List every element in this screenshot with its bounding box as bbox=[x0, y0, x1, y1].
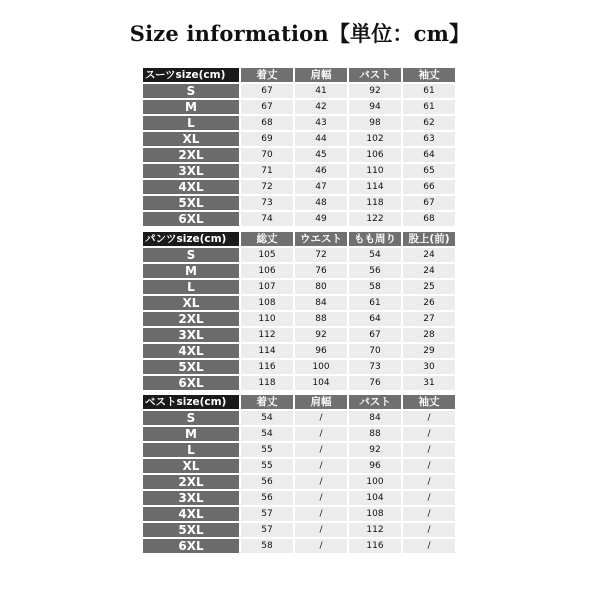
measurement-cell: / bbox=[295, 491, 347, 505]
column-header: 着丈 bbox=[241, 395, 293, 409]
measurement-cell: 114 bbox=[241, 344, 293, 358]
size-label: 4XL bbox=[143, 180, 239, 194]
measurement-cell: 73 bbox=[241, 196, 293, 210]
measurement-cell: 48 bbox=[295, 196, 347, 210]
measurement-cell: 68 bbox=[403, 212, 455, 226]
measurement-cell: 63 bbox=[403, 132, 455, 146]
column-header: 袖丈 bbox=[403, 68, 455, 82]
size-label: 6XL bbox=[143, 539, 239, 553]
measurement-cell: 116 bbox=[349, 539, 401, 553]
size-label: 3XL bbox=[143, 328, 239, 342]
measurement-cell: 64 bbox=[403, 148, 455, 162]
table-row bbox=[143, 296, 455, 310]
table-row bbox=[143, 344, 455, 358]
measurement-cell: 104 bbox=[295, 376, 347, 390]
table-header-row bbox=[143, 68, 455, 82]
measurement-cell: / bbox=[403, 507, 455, 521]
measurement-cell: 112 bbox=[349, 523, 401, 537]
measurement-cell: 67 bbox=[241, 84, 293, 98]
measurement-cell: 114 bbox=[349, 180, 401, 194]
measurement-cell: / bbox=[295, 523, 347, 537]
measurement-cell: 118 bbox=[349, 196, 401, 210]
measurement-cell: 26 bbox=[403, 296, 455, 310]
measurement-cell: 88 bbox=[349, 427, 401, 441]
measurement-cell: 100 bbox=[295, 360, 347, 374]
measurement-cell: 28 bbox=[403, 328, 455, 342]
column-header: 肩幅 bbox=[295, 395, 347, 409]
measurement-cell: 55 bbox=[241, 443, 293, 457]
measurement-cell: / bbox=[403, 539, 455, 553]
table-row bbox=[143, 100, 455, 114]
table-label: パンツsize(cm) bbox=[143, 232, 239, 246]
measurement-cell: 43 bbox=[295, 116, 347, 130]
measurement-cell: 61 bbox=[349, 296, 401, 310]
measurement-cell: 100 bbox=[349, 475, 401, 489]
measurement-cell: 64 bbox=[349, 312, 401, 326]
size-label: 3XL bbox=[143, 491, 239, 505]
measurement-cell: 70 bbox=[349, 344, 401, 358]
size-label: M bbox=[143, 264, 239, 278]
measurement-cell: 46 bbox=[295, 164, 347, 178]
size-label: L bbox=[143, 443, 239, 457]
table-row bbox=[143, 523, 455, 537]
measurement-cell: 102 bbox=[349, 132, 401, 146]
column-header: 総丈 bbox=[241, 232, 293, 246]
size-label: L bbox=[143, 280, 239, 294]
measurement-cell: / bbox=[403, 491, 455, 505]
measurement-cell: / bbox=[295, 459, 347, 473]
table-row bbox=[143, 164, 455, 178]
measurement-cell: 106 bbox=[349, 148, 401, 162]
measurement-cell: 74 bbox=[241, 212, 293, 226]
table-row bbox=[143, 507, 455, 521]
table-row bbox=[143, 180, 455, 194]
size-label: XL bbox=[143, 459, 239, 473]
table-label: スーツsize(cm) bbox=[143, 68, 239, 82]
measurement-cell: 24 bbox=[403, 248, 455, 262]
suit-size-table bbox=[141, 66, 457, 228]
table-row bbox=[143, 475, 455, 489]
measurement-cell: 65 bbox=[403, 164, 455, 178]
table-row bbox=[143, 443, 455, 457]
size-label: 6XL bbox=[143, 376, 239, 390]
measurement-cell: 31 bbox=[403, 376, 455, 390]
size-label: 2XL bbox=[143, 148, 239, 162]
measurement-cell: 42 bbox=[295, 100, 347, 114]
measurement-cell: 122 bbox=[349, 212, 401, 226]
measurement-cell: 56 bbox=[241, 475, 293, 489]
measurement-cell: 25 bbox=[403, 280, 455, 294]
measurement-cell: 67 bbox=[403, 196, 455, 210]
size-label: L bbox=[143, 116, 239, 130]
measurement-cell: 92 bbox=[349, 84, 401, 98]
measurement-cell: / bbox=[403, 475, 455, 489]
table-row bbox=[143, 360, 455, 374]
measurement-cell: 69 bbox=[241, 132, 293, 146]
measurement-cell: 30 bbox=[403, 360, 455, 374]
column-header: 着丈 bbox=[241, 68, 293, 82]
measurement-cell: / bbox=[295, 411, 347, 425]
measurement-cell: 58 bbox=[349, 280, 401, 294]
measurement-cell: 47 bbox=[295, 180, 347, 194]
measurement-cell: 118 bbox=[241, 376, 293, 390]
table-row bbox=[143, 248, 455, 262]
measurement-cell: 55 bbox=[241, 459, 293, 473]
table-row bbox=[143, 148, 455, 162]
size-label: S bbox=[143, 248, 239, 262]
measurement-cell: 73 bbox=[349, 360, 401, 374]
measurement-cell: 110 bbox=[349, 164, 401, 178]
column-header: 袖丈 bbox=[403, 395, 455, 409]
table-row bbox=[143, 84, 455, 98]
measurement-cell: / bbox=[295, 443, 347, 457]
size-label: 3XL bbox=[143, 164, 239, 178]
measurement-cell: 108 bbox=[349, 507, 401, 521]
table-row bbox=[143, 280, 455, 294]
measurement-cell: 108 bbox=[241, 296, 293, 310]
measurement-cell: 84 bbox=[295, 296, 347, 310]
table-label: ベストsize(cm) bbox=[143, 395, 239, 409]
size-label: XL bbox=[143, 132, 239, 146]
size-label: 5XL bbox=[143, 523, 239, 537]
measurement-cell: 72 bbox=[241, 180, 293, 194]
measurement-cell: / bbox=[403, 523, 455, 537]
table-header-row bbox=[143, 232, 455, 246]
table-row bbox=[143, 196, 455, 210]
column-header: バスト bbox=[349, 395, 401, 409]
table-row bbox=[143, 539, 455, 553]
measurement-cell: 107 bbox=[241, 280, 293, 294]
pants-size-table bbox=[141, 230, 457, 392]
measurement-cell: 76 bbox=[295, 264, 347, 278]
measurement-cell: / bbox=[295, 475, 347, 489]
size-label: 4XL bbox=[143, 344, 239, 358]
measurement-cell: 54 bbox=[241, 411, 293, 425]
page-title: Size information【単位：cm】 bbox=[129, 21, 471, 46]
column-header: ウエスト bbox=[295, 232, 347, 246]
measurement-cell: 61 bbox=[403, 100, 455, 114]
column-header: 股上(前) bbox=[403, 232, 455, 246]
size-label: S bbox=[143, 84, 239, 98]
measurement-cell: 88 bbox=[295, 312, 347, 326]
measurement-cell: 110 bbox=[241, 312, 293, 326]
measurement-cell: 76 bbox=[349, 376, 401, 390]
measurement-cell: 67 bbox=[349, 328, 401, 342]
table-row bbox=[143, 132, 455, 146]
table-row bbox=[143, 116, 455, 130]
measurement-cell: 66 bbox=[403, 180, 455, 194]
measurement-cell: 71 bbox=[241, 164, 293, 178]
table-row bbox=[143, 312, 455, 326]
measurement-cell: 106 bbox=[241, 264, 293, 278]
measurement-cell: 68 bbox=[241, 116, 293, 130]
measurement-cell: 94 bbox=[349, 100, 401, 114]
size-label: 2XL bbox=[143, 312, 239, 326]
table-row bbox=[143, 459, 455, 473]
measurement-cell: 56 bbox=[349, 264, 401, 278]
measurement-cell: 54 bbox=[241, 427, 293, 441]
size-label: 4XL bbox=[143, 507, 239, 521]
measurement-cell: / bbox=[295, 507, 347, 521]
measurement-cell: 58 bbox=[241, 539, 293, 553]
column-header: バスト bbox=[349, 68, 401, 82]
measurement-cell: 98 bbox=[349, 116, 401, 130]
measurement-cell: 54 bbox=[349, 248, 401, 262]
measurement-cell: 29 bbox=[403, 344, 455, 358]
measurement-cell: 62 bbox=[403, 116, 455, 130]
measurement-cell: 112 bbox=[241, 328, 293, 342]
vest-size-table bbox=[141, 393, 457, 555]
size-label: 2XL bbox=[143, 475, 239, 489]
measurement-cell: 70 bbox=[241, 148, 293, 162]
measurement-cell: / bbox=[403, 443, 455, 457]
measurement-cell: / bbox=[403, 427, 455, 441]
measurement-cell: 57 bbox=[241, 523, 293, 537]
size-label: M bbox=[143, 100, 239, 114]
table-row bbox=[143, 427, 455, 441]
size-label: S bbox=[143, 411, 239, 425]
table-row bbox=[143, 328, 455, 342]
size-label: 5XL bbox=[143, 360, 239, 374]
table-row bbox=[143, 212, 455, 226]
measurement-cell: 61 bbox=[403, 84, 455, 98]
measurement-cell: 56 bbox=[241, 491, 293, 505]
table-header-row bbox=[143, 395, 455, 409]
measurement-cell: 72 bbox=[295, 248, 347, 262]
measurement-cell: / bbox=[295, 539, 347, 553]
measurement-cell: 84 bbox=[349, 411, 401, 425]
measurement-cell: / bbox=[403, 459, 455, 473]
column-header: もも周り bbox=[349, 232, 401, 246]
measurement-cell: / bbox=[403, 411, 455, 425]
size-label: M bbox=[143, 427, 239, 441]
measurement-cell: 105 bbox=[241, 248, 293, 262]
measurement-cell: 116 bbox=[241, 360, 293, 374]
measurement-cell: 67 bbox=[241, 100, 293, 114]
measurement-cell: 45 bbox=[295, 148, 347, 162]
table-row bbox=[143, 264, 455, 278]
measurement-cell: 49 bbox=[295, 212, 347, 226]
measurement-cell: 104 bbox=[349, 491, 401, 505]
measurement-cell: 41 bbox=[295, 84, 347, 98]
table-row bbox=[143, 376, 455, 390]
table-row bbox=[143, 411, 455, 425]
measurement-cell: 57 bbox=[241, 507, 293, 521]
measurement-cell: / bbox=[295, 427, 347, 441]
measurement-cell: 92 bbox=[295, 328, 347, 342]
measurement-cell: 96 bbox=[349, 459, 401, 473]
measurement-cell: 27 bbox=[403, 312, 455, 326]
table-row bbox=[143, 491, 455, 505]
measurement-cell: 44 bbox=[295, 132, 347, 146]
size-label: 6XL bbox=[143, 212, 239, 226]
measurement-cell: 92 bbox=[349, 443, 401, 457]
measurement-cell: 96 bbox=[295, 344, 347, 358]
size-label: XL bbox=[143, 296, 239, 310]
measurement-cell: 24 bbox=[403, 264, 455, 278]
column-header: 肩幅 bbox=[295, 68, 347, 82]
size-label: 5XL bbox=[143, 196, 239, 210]
measurement-cell: 80 bbox=[295, 280, 347, 294]
